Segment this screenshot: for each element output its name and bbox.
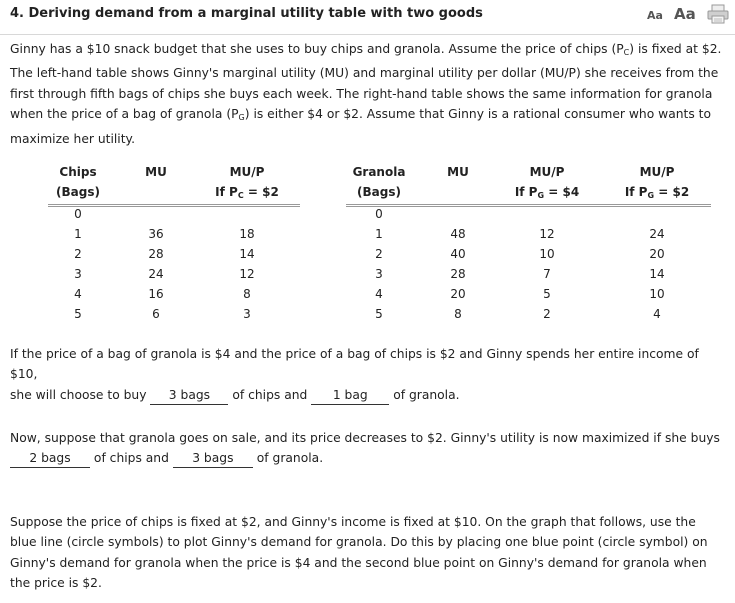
granola-mup4-header: MU/P If $P_G$ = $4 bbox=[514, 165, 580, 200]
chips-quantity-answer-1[interactable]: 3 bags bbox=[150, 387, 228, 405]
question-2: Now, suppose that granola goes on sale, and its price decreases to $2. Ginny's utility is now maximized if she buys 2 bags of chips and 3 bags of granola. bbox=[10, 428, 722, 469]
granola-mup4-column: 12 10 7 5 2 bbox=[539, 227, 555, 321]
chips-bags-column: 0 1 2 3 4 5 bbox=[74, 207, 82, 321]
granola-quantity-answer-2[interactable]: 3 bags bbox=[173, 450, 253, 468]
chips-quantity-answer-2[interactable]: 2 bags bbox=[10, 450, 90, 468]
question-title: 4. Deriving demand from a marginal utility table with two goods bbox=[10, 6, 483, 21]
granola-mup2-header: MU/P If $P_G$ = $2 bbox=[624, 165, 690, 200]
granola-mup2-column: 24 20 14 10 4 bbox=[649, 227, 665, 321]
chips-mu-header: MU bbox=[145, 165, 167, 179]
question-header bbox=[0, 0, 735, 35]
granola-quantity-answer-1[interactable]: 1 bag bbox=[311, 387, 389, 405]
granola-bags-header: Granola (Bags) bbox=[352, 165, 406, 199]
printer-icon[interactable] bbox=[707, 4, 729, 24]
increase-font-button[interactable]: Aa bbox=[674, 5, 696, 23]
granola-mu-header: MU bbox=[447, 165, 469, 179]
granola-mu-column: 48 40 28 20 8 bbox=[450, 227, 466, 321]
chips-bags-header: Chips (Bags) bbox=[56, 165, 100, 199]
granola-bags-column: 0 1 2 3 4 5 bbox=[375, 207, 383, 321]
granola-header-divider bbox=[346, 204, 711, 207]
decrease-font-button[interactable]: Aa bbox=[647, 9, 663, 22]
chips-mu-column: 36 28 24 16 6 bbox=[148, 227, 164, 321]
question-1: If the price of a bag of granola is $4 and the price of a bag of chips is $2 and Ginny spends her entire income of $10, she will choose to buy 3 bags of chips and 1 bag of granola. bbox=[10, 344, 722, 405]
chips-mup-header: MU/P If $P_C$ = $2 bbox=[215, 165, 279, 200]
question-3: Suppose the price of chips is fixed at $2, and Ginny's income is fixed at $10. On the graph that follows, use the blue line (circle symbols) to plot Ginny's demand for granola. Do this by placing one blue point (circle symbol) on Ginny's demand for granola when the price is $4 and the second blue point on Ginny's demand for granola when the price is $2. bbox=[10, 515, 708, 591]
intro-paragraph: Ginny has a $10 snack budget that she uses to buy chips and granola. Assume the price of chips $(P_C)$ is fixed at $2. The left-hand table shows Ginny's marginal utility (MU) and marginal utility per dollar (MU/P) she receives from the first through fifth bags of chips she buys each week. The right-hand table shows the same information for granola when the price of a bag of granola $(P_G)$ is either $4 or $2. Assume that Ginny is a rational consumer who wants to maximize her utility. bbox=[10, 42, 722, 146]
chips-header-divider bbox=[48, 204, 300, 207]
chips-mup-column: 18 14 12 8 3 bbox=[239, 227, 255, 321]
